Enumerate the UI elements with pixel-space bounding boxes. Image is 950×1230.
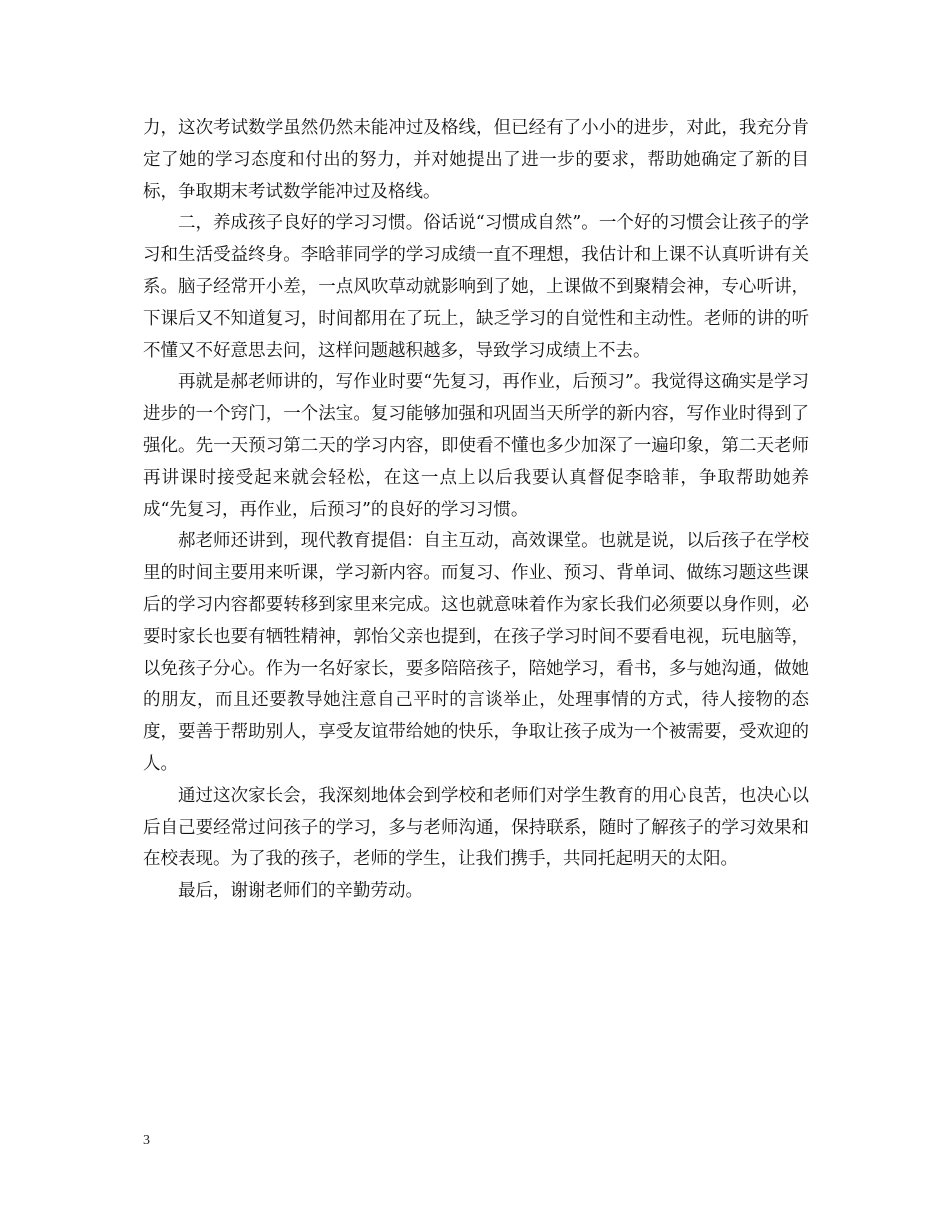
page-number: 3 bbox=[143, 1133, 150, 1148]
paragraph-3: 再就是郝老师讲的，写作业时要“先复习，再作业，后预习”。我觉得这确实是学习进步的一个窍门，一个法宝。复习能够加强和巩固当天所学的新内容，写作业时得到了强化。先一天预习第二天的学习内容，即使看不懂也多少加深了一遍印象，第二天老师再讲课时接受起来就会轻松，在这一点上以后我要认真督促李晗菲，争取帮助她养成“先复习，再作业，后预习”的良好的学习习惯。 bbox=[143, 372, 809, 520]
paragraph-5: 通过这次家长会，我深刻地体会到学校和老师们对学生教育的用心良苦，也决心以后自己要经常过问孩子的学习，多与老师沟通，保持联系，随时了解孩子的学习效果和在校表现。为了我的孩子，老师的学生，让我们携手，共同托起明天的太阳。 bbox=[143, 785, 809, 870]
paragraph-6: 最后，谢谢老师们的辛勤劳动。 bbox=[178, 881, 423, 902]
paragraph-4: 郝老师还讲到，现代教育提倡：自主互动，高效课堂。也就是说，以后孩子在学校里的时间主要用来听课，学习新内容。而复习、作业、预习、背单词、做练习题这些课后的学习内容都要转移到家里来完成。这也就意味着作为家长我们必须要以身作则，必要时家长也要有牺牲精神，郭怡父亲也提到，在孩子学习时间不要看电视，玩电脑等，以免孩子分心。作为一名好家长，要多陪陪孩子，陪她学习，看书，多与她沟通，做她的朋友，而且还要教导她注意自己平时的言谈举止，处理事情的方式，待人接物的态度，要善于帮助别人，享受友谊带给她的快乐，争取让孩子成为一个被需要，受欢迎的人。 bbox=[143, 531, 809, 774]
document-body bbox=[143, 113, 809, 908]
paragraph-2: 二，养成孩子良好的学习习惯。俗话说“习惯成自然”。一个好的习惯会让孩子的学习和生活受益终身。李晗菲同学的学习成绩一直不理想，我估计和上课不认真听讲有关系。脑子经常开小差，一点风吹草动就影响到了她，上课做不到聚精会神，专心听讲，下课后又不知道复习，时间都用在了玩上，缺乏学习的自觉性和主动性。老师的讲的听不懂又不好意思去问，这样问题越积越多，导致学习成绩上不去。 bbox=[143, 213, 809, 361]
paragraph-1: 力，这次考试数学虽然仍然未能冲过及格线，但已经有了小小的进步，对此，我充分肯定了她的学习态度和付出的努力，并对她提出了进一步的要求，帮助她确定了新的目标，争取期末考试数学能冲过及格线。 bbox=[143, 118, 809, 202]
